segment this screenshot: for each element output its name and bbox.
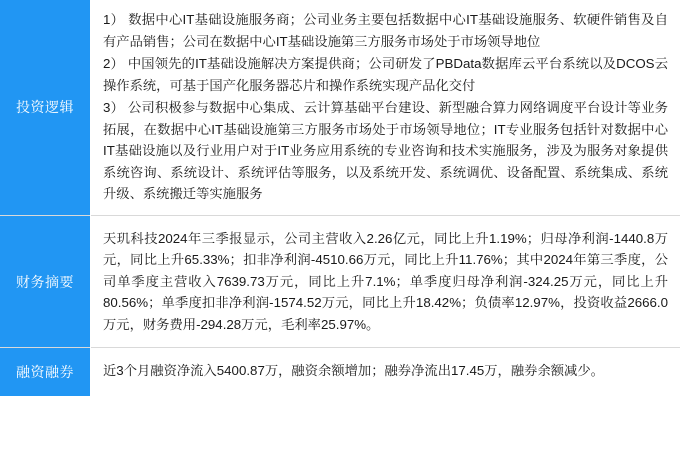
row-label-financial-summary: 财务摘要 xyxy=(0,215,91,348)
paragraph: 2） 中国领先的IT基础设施解决方案提供商；公司研发了PBData数据库云平台系统以及DCOS云操作系统，可基于国产化服务器芯片和操作系统实现产品化交付 xyxy=(103,56,668,93)
paragraph: 近3个月融资净流入5400.87万，融资余额增加；融券净流出17.45万，融券余额减少。 xyxy=(103,363,604,379)
paragraph: 3） 公司积极参与数据中心集成、云计算基础平台建设、新型融合算力网络调度平台设计等业务拓展，在数据中心IT基础设施第三方服务市场处于市场领导地位；IT专业服务包括针对数据中心IT基础设施以及行业用户对于IT业务应用系统的专业咨询和技术实施服务，涉及为服务对象提供系统咨询、系统设计、系统评估等服务，以及系统开发、系统调优、设备配置、系统集成、系统升级、系统搬迁等实施服务 xyxy=(103,100,668,202)
row-content-investment-logic xyxy=(91,0,680,215)
paragraph: 天玑科技2024年三季报显示，公司主营收入2.26亿元，同比上升1.19%；归母净利润-1440.8万元，同比上升65.33%；扣非净利润-4510.66万元，同比上升11.76%；其中2024年第三季度，公司单季度主营收入7639.73万元，同比上升7.1%；单季度归母净利润-324.25万元，同比上升80.56%；单季度扣非净利润-1574.52万元，同比上升18.42%；负债率12.97%，投资收益2666.0万元，财务费用-294.28万元，毛利率25.97%。 xyxy=(103,230,668,332)
table-row xyxy=(0,215,680,348)
table-row xyxy=(0,348,680,396)
row-content-financial-summary xyxy=(91,215,680,348)
paragraph: 1） 数据中心IT基础设施服务商；公司业务主要包括数据中心IT基础设施服务、软硬件销售及自有产品销售；公司在数据中心IT基础设施第三方服务市场处于市场领导地位 xyxy=(103,12,668,49)
table-row xyxy=(0,0,680,215)
row-label-margin-trading: 融资融券 xyxy=(0,348,91,396)
row-content-margin-trading xyxy=(91,348,680,396)
row-label-investment-logic: 投资逻辑 xyxy=(0,0,91,215)
